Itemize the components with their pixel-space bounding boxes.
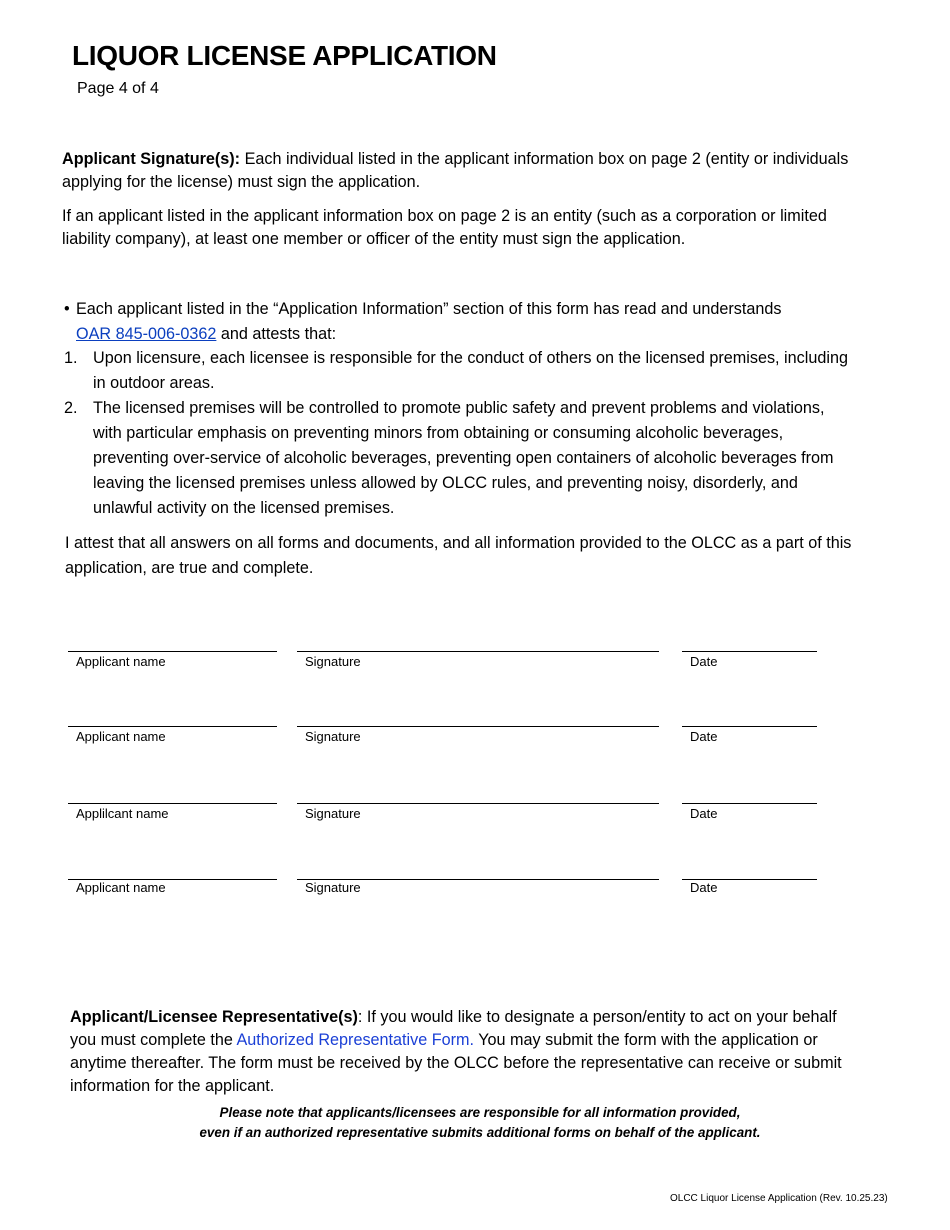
signature-field[interactable] (297, 803, 659, 804)
signature-field[interactable] (297, 726, 659, 727)
authorized-representative-form-link[interactable]: Authorized Representative Form. (236, 1031, 474, 1049)
date-label: Date (690, 880, 718, 895)
applicant-name-label: Applicant name (76, 880, 166, 895)
representative-heading: Applicant/Licensee Representative(s) (70, 1008, 358, 1026)
oar-rule-link[interactable]: OAR 845-006-0362 (76, 325, 217, 343)
list-item (62, 396, 852, 521)
signature-instructions (62, 148, 852, 194)
list-item-text: Upon licensure, each licensee is responsible for the conduct of others on the licensed premises, including in outdoor areas. (93, 349, 848, 392)
applicant-name-field[interactable] (68, 726, 277, 727)
entity-instructions: If an applicant listed in the applicant information box on page 2 is an entity (such as a corporation or limited liability company), at least one member or officer of the entity must sign the application. (62, 207, 827, 248)
attestation-list (62, 346, 852, 521)
applicant-name-label: Applicant name (76, 654, 166, 669)
applicant-name-label: Applilcant name (76, 806, 169, 821)
signature-field[interactable] (297, 651, 659, 652)
responsibility-note (150, 1103, 810, 1143)
representative-text-a: : If you would like to designate a person/entity to act on your behalf you must complete the (70, 1008, 837, 1049)
attestation-intro-end: and attests that: (216, 325, 337, 343)
bullet-icon: • (64, 300, 70, 318)
applicant-name-field[interactable] (68, 651, 277, 652)
date-field[interactable] (682, 726, 817, 727)
list-item-number: 1. (64, 349, 78, 367)
date-label: Date (690, 654, 718, 669)
note-line-2: even if an authorized representative submits additional forms on behalf of the applicant. (199, 1125, 761, 1140)
attestation-bullet (62, 297, 862, 347)
date-field[interactable] (682, 651, 817, 652)
footer-revision: OLCC Liquor License Application (Rev. 10.25.23) (670, 1193, 888, 1204)
attestation-statement: I attest that all answers on all forms and documents, and all information provided to the OLCC as a part of this application, are true and complete. (65, 534, 852, 577)
signature-label: Signature (305, 880, 361, 895)
page-title: LIQUOR LICENSE APPLICATION (72, 40, 497, 71)
date-field[interactable] (682, 803, 817, 804)
date-label: Date (690, 806, 718, 821)
signature-label: Signature (305, 654, 361, 669)
list-item (62, 346, 852, 396)
note-line-1: Please note that applicants/licensees are responsible for all information provided, (219, 1105, 741, 1120)
signature-instructions-text: Each individual listed in the applicant information box on page 2 (entity or individuals applying for the license) must sign the application. (62, 150, 849, 191)
date-label: Date (690, 729, 718, 744)
attestation-intro: Each applicant listed in the “Application Information” section of this form has read and understands (76, 300, 782, 318)
list-item-text: The licensed premises will be controlled to promote public safety and prevent problems and violations, with particular emphasis on preventing minors from obtaining or consuming alcoholic beverages, preventing over-service of alcoholic beverages, preventing open containers of alcoholic beverages from leaving the licensed premises unless allowed by OLCC rules, and preventing noisy, disorderly, and unlawful activity on the licensed premises. (93, 399, 834, 517)
list-item-number: 2. (64, 399, 78, 417)
signature-label: Signature (305, 729, 361, 744)
representative-section (70, 1006, 850, 1098)
page-number: Page 4 of 4 (77, 80, 159, 97)
applicant-name-label: Applicant name (76, 729, 166, 744)
signature-heading: Applicant Signature(s): (62, 150, 241, 168)
signature-label: Signature (305, 806, 361, 821)
representative-text-b: You may submit the form with the application or anytime thereafter. The form must be received by the OLCC before the representative can receive or submit information for the applicant. (70, 1031, 842, 1095)
applicant-name-field[interactable] (68, 803, 277, 804)
